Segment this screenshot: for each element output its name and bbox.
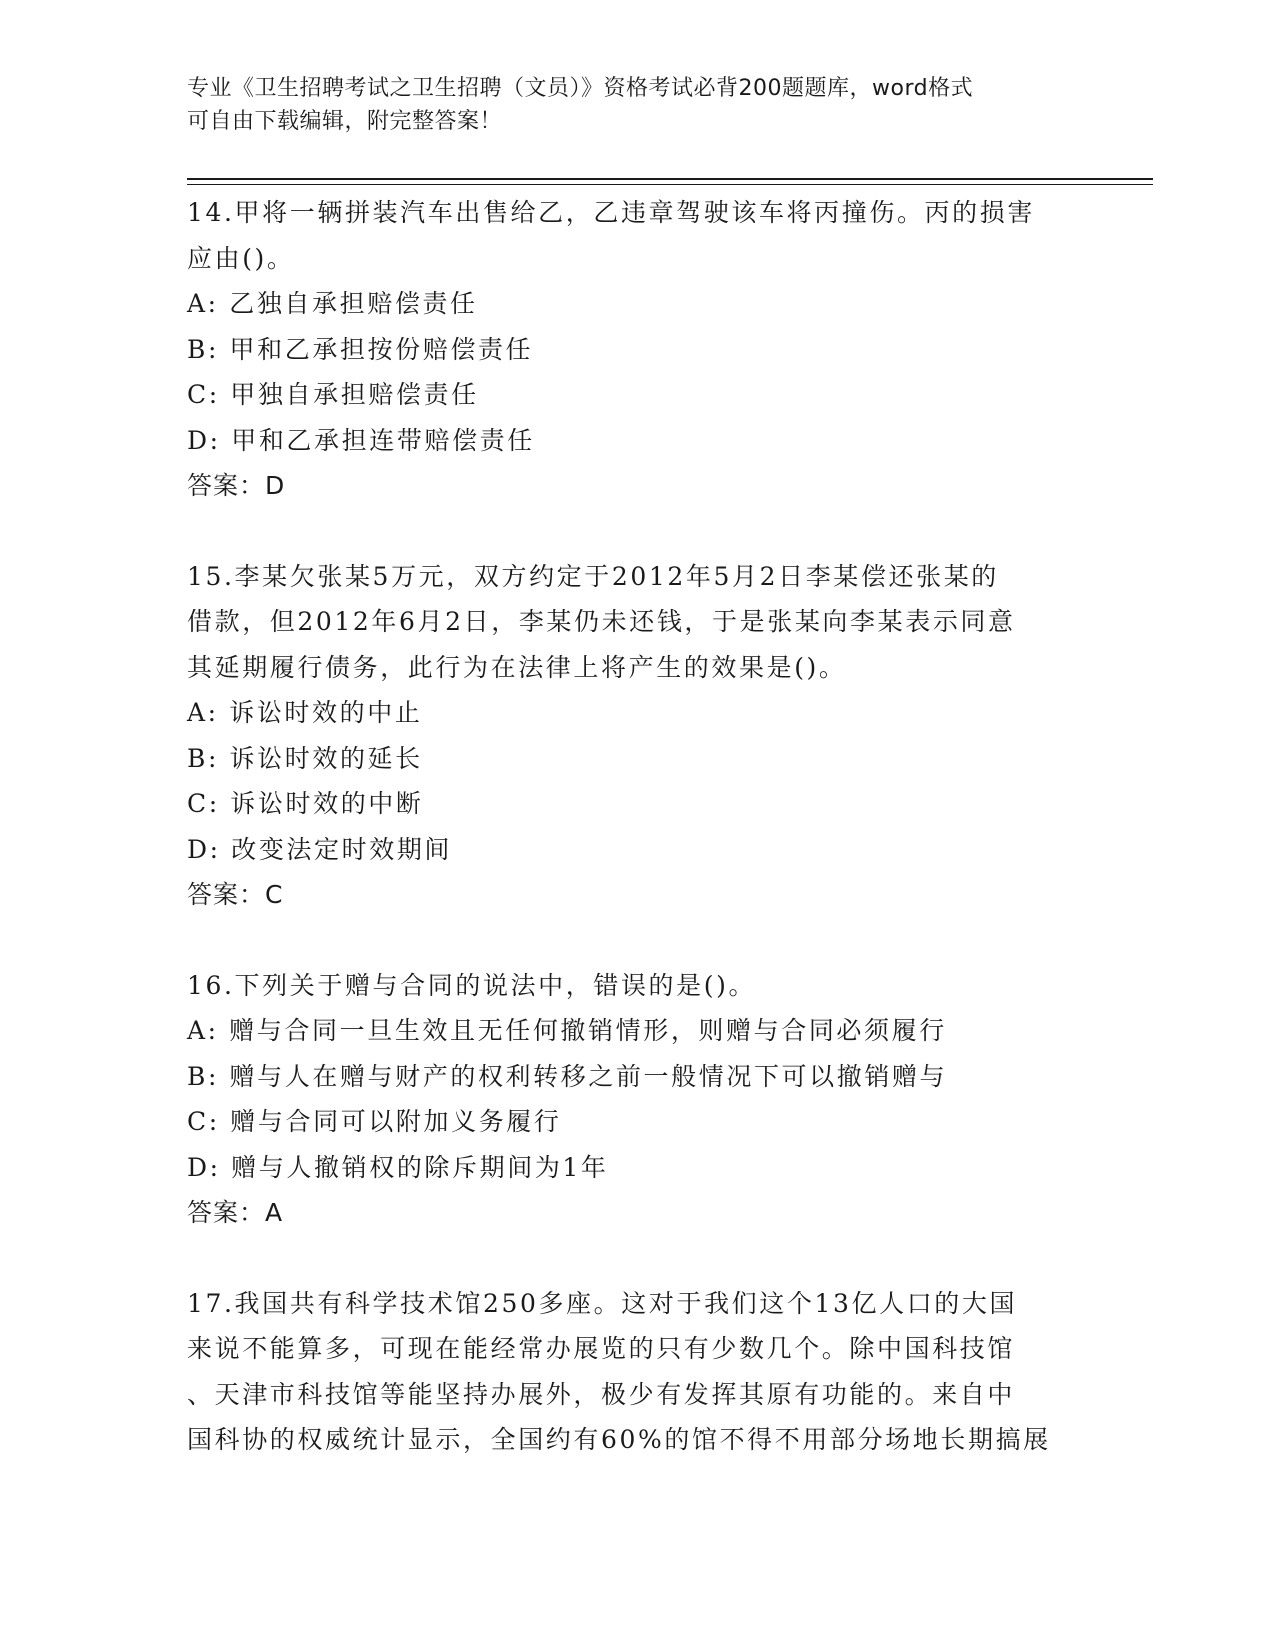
option-d: D: 甲和乙承担连带赔偿责任 [187, 425, 535, 455]
question-text-line: 其延期履行债务，此行为在法律上将产生的效果是()。 [187, 652, 847, 682]
option-a: A: 赠与合同一旦生效且无任何撤销情形，则赠与合同必须履行 [187, 1016, 947, 1045]
question-list [187, 190, 1087, 1463]
answer-line: 答案：C [187, 880, 284, 909]
question-text-line: 国科协的权威统计显示，全国约有60%的馆不得不用部分场地长期搞展 [187, 1425, 1051, 1454]
option-a: A: 诉讼时效的中止 [187, 698, 423, 727]
header-divider-thin [187, 184, 1153, 185]
option-c: C: 甲独自承担赔偿责任 [187, 380, 479, 409]
option-c: C: 赠与合同可以附加义务履行 [187, 1107, 562, 1136]
header-divider-thick [187, 178, 1153, 180]
option-a: A: 乙独自承担赔偿责任 [187, 289, 478, 318]
header-line-2: 可自由下载编辑，附完整答案！ [187, 109, 503, 134]
question-text-line: 来说不能算多，可现在能经常办展览的只有少数几个。除中国科技馆 [187, 1334, 1016, 1363]
question-text-line: 17.我国共有科学技术馆250多座。这对于我们这个13亿人口的大国 [187, 1288, 1018, 1318]
option-b: B: 赠与人在赠与财产的权利转移之前一般情况下可以撤销赠与 [187, 1061, 948, 1091]
question-15 [187, 554, 1087, 918]
option-d: D: 改变法定时效期间 [187, 834, 453, 864]
document-header [187, 72, 1067, 138]
question-spacer [187, 1236, 1087, 1281]
answer-line: 答案：D [187, 471, 286, 500]
question-text-line: 14.甲将一辆拼装汽车出售给乙，乙违章驾驶该车将丙撞伤。丙的损害 [187, 198, 1035, 227]
question-text-line: 应由()。 [187, 243, 295, 273]
header-line-1: 专业《卫生招聘考试之卫生招聘（文员）》资格考试必背200题题库，word格式 [187, 76, 974, 101]
question-14 [187, 190, 1087, 509]
option-d: D: 赠与人撤销权的除斥期间为1年 [187, 1152, 609, 1182]
option-b: B: 甲和乙承担按份赔偿责任 [187, 334, 534, 364]
option-b: B: 诉讼时效的延长 [187, 743, 423, 773]
question-spacer [187, 509, 1087, 554]
answer-line: 答案：A [187, 1198, 284, 1227]
question-text-line: 16.下列关于赠与合同的说法中，错误的是()。 [187, 970, 757, 1000]
question-text-line: 借款，但2012年6月2日，李某仍未还钱，于是张某向李某表示同意 [187, 607, 1016, 636]
question-16 [187, 963, 1087, 1236]
option-c: C: 诉讼时效的中断 [187, 789, 424, 818]
question-spacer [187, 918, 1087, 963]
question-text-line: 15.李某欠张某5万元，双方约定于2012年5月2日李某偿还张某的 [187, 561, 999, 591]
question-17 [187, 1281, 1087, 1463]
question-text-line: 、天津市科技馆等能坚持办展外，极少有发挥其原有功能的。来自中 [187, 1379, 1016, 1409]
